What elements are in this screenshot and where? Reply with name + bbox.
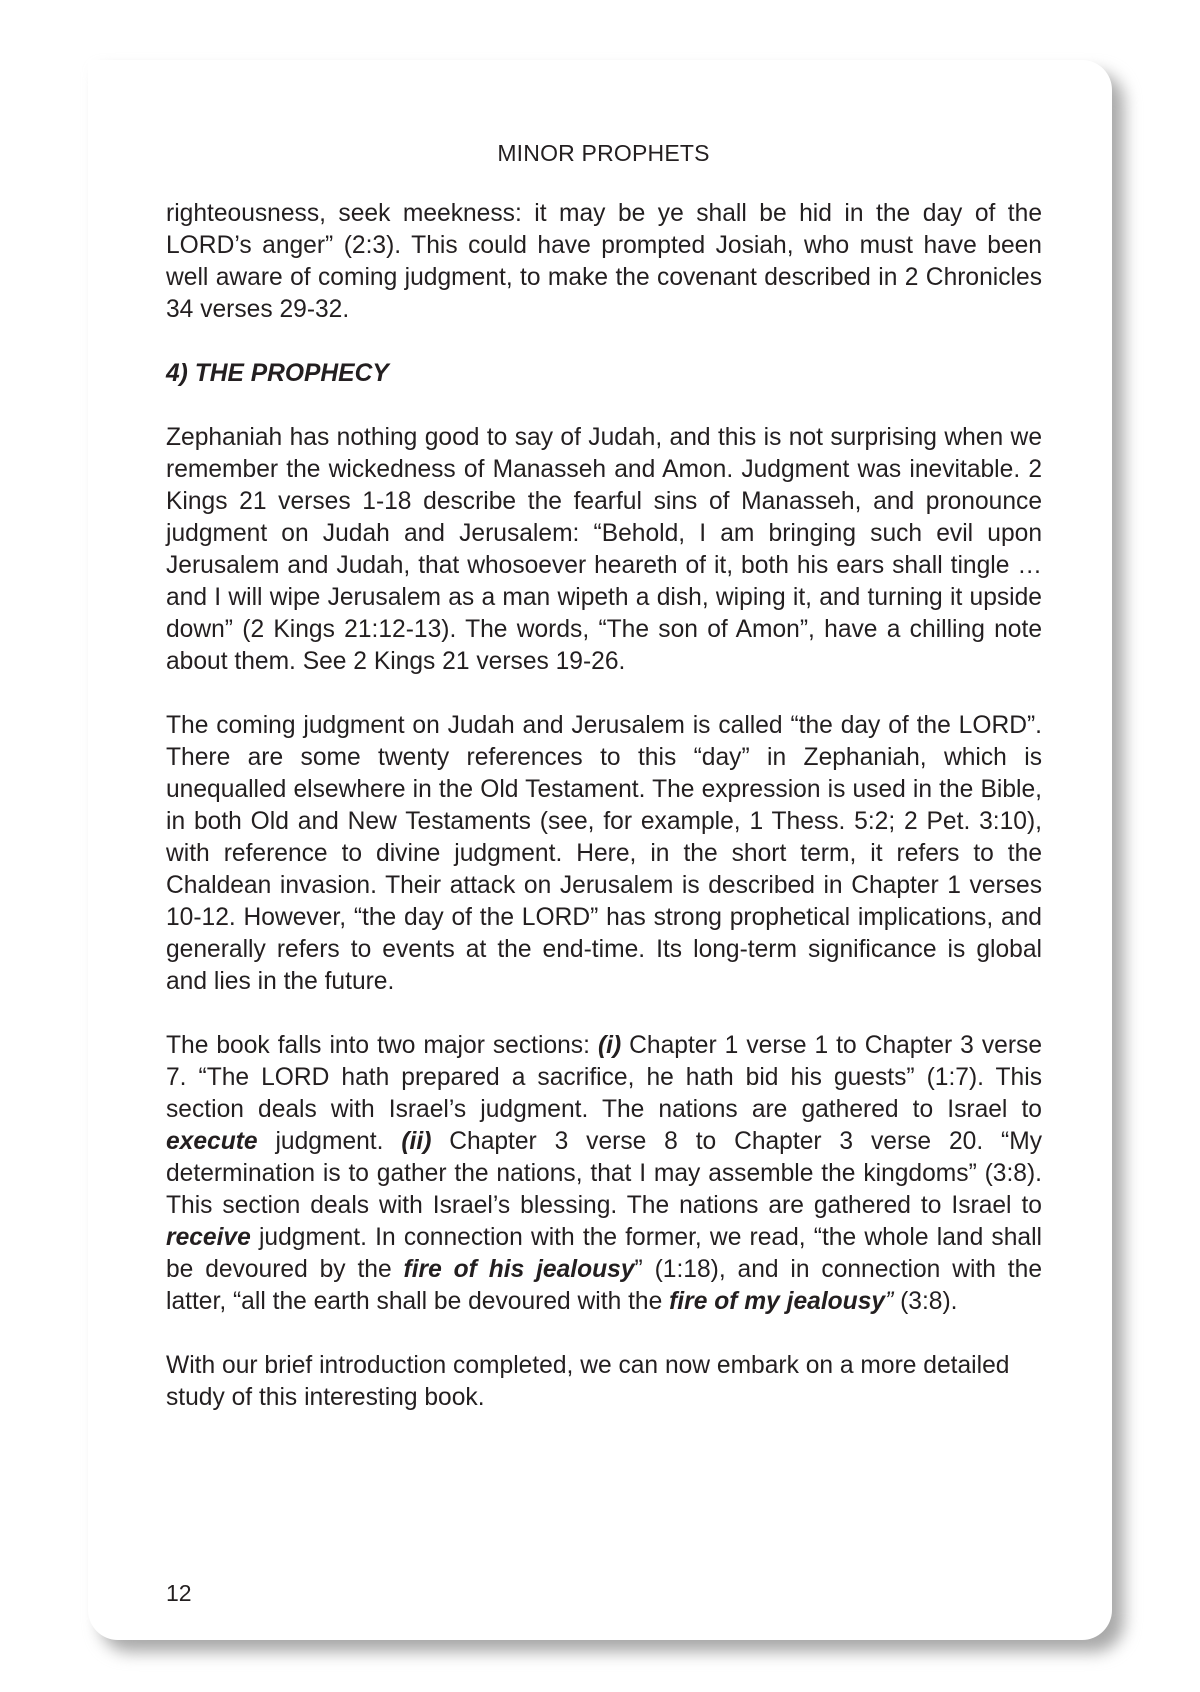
- para4-text-7: (3:8).: [893, 1288, 958, 1315]
- running-head: MINOR PROPHETS: [497, 140, 710, 166]
- para4-bold-4: receive: [166, 1224, 251, 1251]
- para4-text-5: judgment. In connection with the former, we read, “the whole land shall be devoured by the: [166, 1224, 1042, 1283]
- para4-bold-5: fire of his jealousy: [403, 1256, 635, 1283]
- para4-bold-6: fire of my jealousy: [669, 1288, 886, 1315]
- para4-text-4: Chapter 3 verse 8 to Chapter 3 verse 20. “My determination is to gather the nations, that I may assemble the kingdoms” (3:8). This section deals with Israel’s blessing. The nations are gathered to Israel to: [166, 1128, 1042, 1219]
- paragraph-3: The coming judgment on Judah and Jerusalem is called “the day of the LORD”. There are some twenty references to this “day” in Zephaniah, which is unequalled elsewhere in the Old Testament. The expression is used in the Bible, in both Old and New Testaments (see, for example, 1 Thess. 5:2; 2 Pet. 3:10), with reference to divine judgment. Here, in the short term, it refers to the Chaldean invasion. Their attack on Jerusalem is described in Chapter 1 verses 10-12. However, “the day of the LORD” has strong prophetical implications, and generally refers to events at the end-time. Its long-term significance is global and lies in the future.: [166, 712, 1042, 995]
- page-number: 12: [166, 1580, 192, 1606]
- para4-bold-1: (i): [597, 1032, 622, 1059]
- section-heading: 4) THE PROPHECY: [166, 360, 389, 387]
- para4-text-6: ” (1:18), and in connection with the latter, “all the earth shall be devoured with the: [166, 1256, 1042, 1315]
- para4-bold-3: (ii): [401, 1128, 432, 1155]
- book-page: [88, 60, 1112, 1640]
- para4-text-1: The book falls into two major sections:: [166, 1032, 598, 1059]
- paragraph-1: righteousness, seek meekness: it may be ye shall be hid in the day of the LORD’s anger” (2:3). This could have prompted Josiah, who must have been well aware of coming judgment, to make the covenant described in 2 Chronicles 34 verses 29-32.: [166, 200, 1042, 323]
- para4-italic-quote: ”: [885, 1288, 894, 1315]
- paragraph-5: With our brief introduction completed, we can now embark on a more detailed study of this interesting book.: [166, 1352, 1010, 1411]
- para4-bold-2: execute: [166, 1128, 258, 1155]
- paragraph-4: [166, 1030, 1042, 1318]
- para4-text-3: judgment.: [257, 1128, 402, 1155]
- paragraph-2: Zephaniah has nothing good to say of Judah, and this is not surprising when we remember the wickedness of Manasseh and Amon. Judgment was inevitable. 2 Kings 21 verses 1-18 describe the fearful sins of Manasseh, and pronounce judgment on Judah and Jerusalem: “Behold, I am bringing such evil upon Jerusalem and Judah, that whosoever heareth of it, both his ears shall tingle … and I will wipe Jerusalem as a man wipeth a dish, wiping it, and turning it upside down” (2 Kings 21:12-13). The words, “The son of Amon”, have a chilling note about them. See 2 Kings 21 verses 19-26.: [166, 424, 1042, 675]
- para4-text-2: Chapter 1 verse 1 to Chapter 3 verse 7. “The LORD hath prepared a sacrifice, he hath bid his guests” (1:7). This section deals with Israel’s judgment. The nations are gathered to Israel to: [166, 1032, 1043, 1123]
- page-body: [166, 198, 1042, 1446]
